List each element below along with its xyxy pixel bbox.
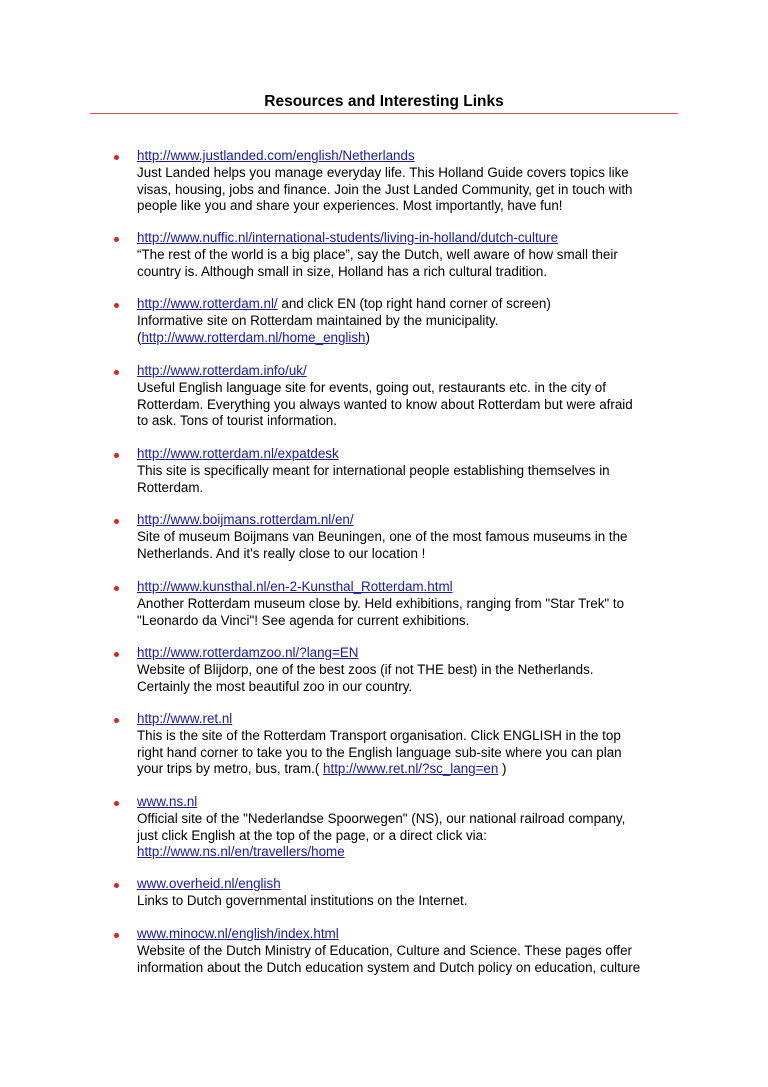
entry-description-line: to ask. Tons of tourist information. bbox=[137, 413, 337, 429]
bullet-icon bbox=[114, 586, 119, 591]
entry-body bbox=[137, 794, 685, 861]
entry-url-line bbox=[137, 446, 685, 463]
entry-description-line: visas, housing, jobs and finance. Join the Just Landed Community, get in touch with bbox=[137, 181, 633, 197]
entry-description-line: information about the Dutch education system and Dutch policy on education, culture bbox=[137, 959, 641, 975]
entry-description-line: This site is specifically meant for international people establishing themselves in bbox=[137, 462, 610, 478]
entry-body bbox=[137, 876, 685, 910]
entry-body bbox=[137, 148, 685, 215]
entry-link[interactable]: www.minocw.nl/english/index.html bbox=[137, 926, 339, 941]
entry-description-line: Official site of the "Nederlandse Spoorwegen" (NS), our national railroad company, bbox=[137, 810, 626, 826]
entry-description-line: This is the site of the Rotterdam Transport organisation. Click ENGLISH in the top bbox=[137, 727, 621, 743]
entry-extra-line bbox=[137, 761, 685, 778]
entry-body bbox=[137, 363, 685, 430]
entry-extra-link[interactable]: http://www.ret.nl/?sc_lang=en bbox=[323, 761, 499, 777]
entry-link[interactable]: http://www.kunsthal.nl/en-2-Kunsthal_Rotterdam.html bbox=[137, 579, 453, 594]
bullet-icon bbox=[114, 801, 119, 806]
entry-link[interactable]: http://www.nuffic.nl/international-students/living-in-holland/dutch-culture bbox=[137, 230, 559, 245]
entry-body bbox=[137, 296, 685, 346]
entry-url-line bbox=[137, 579, 685, 596]
bullet-icon bbox=[114, 453, 119, 458]
entry-body bbox=[137, 512, 685, 562]
entry-extra-link[interactable]: http://www.ns.nl/en/travellers/home bbox=[137, 844, 345, 860]
entry-link[interactable]: www.overheid.nl/english bbox=[137, 876, 281, 891]
entry-description-line: Rotterdam. Everything you always wanted to know about Rotterdam but were afraid bbox=[137, 396, 633, 412]
entry-description-line: Informative site on Rotterdam maintained by the municipality. bbox=[137, 312, 499, 328]
entry-url-line bbox=[137, 363, 685, 380]
bullet-icon bbox=[114, 652, 119, 657]
entry-extra-prefix: ( bbox=[137, 329, 142, 345]
entry-description-line: Links to Dutch governmental institutions on the Internet. bbox=[137, 892, 468, 908]
entry-url-line bbox=[137, 645, 685, 662]
entry-description-line: “The rest of the world is a big place”, say the Dutch, well aware of how small their bbox=[137, 246, 618, 262]
bullet-icon bbox=[114, 883, 119, 888]
bullet-icon bbox=[114, 155, 119, 160]
bullet-icon bbox=[114, 519, 119, 524]
entry-description-line: Site of museum Boijmans van Beuningen, one of the most famous museums in the bbox=[137, 528, 628, 544]
entry-description-line: people like you and share your experiences. Most importantly, have fun! bbox=[137, 198, 563, 214]
bullet-icon bbox=[114, 303, 119, 308]
entry-url-line bbox=[137, 876, 685, 893]
entry-extra-prefix: your trips by metro, bus, tram.( bbox=[137, 761, 324, 777]
entry-link[interactable]: http://www.rotterdam.info/uk/ bbox=[137, 363, 307, 378]
title-underline bbox=[90, 113, 678, 114]
entry-link[interactable]: http://www.rotterdam.nl/expatdesk bbox=[137, 446, 339, 461]
entry-description-line: just click English at the top of the page, or a direct click via: bbox=[137, 827, 487, 843]
entry-extra-line bbox=[137, 330, 685, 347]
entry-url-line bbox=[137, 148, 685, 165]
entry-extra-suffix: ) bbox=[498, 761, 507, 777]
entry-url-line bbox=[137, 794, 685, 811]
entry-url-line bbox=[137, 711, 685, 728]
entry-description-line: Certainly the most beautiful zoo in our country. bbox=[137, 678, 413, 694]
entry-extra-line bbox=[137, 844, 685, 861]
bullet-icon bbox=[114, 933, 119, 938]
entry-url-line bbox=[137, 230, 685, 247]
entry-url-line bbox=[137, 296, 685, 313]
entry-body bbox=[137, 230, 685, 280]
entry-description-line: "Leonardo da Vinci"! See agenda for current exhibitions. bbox=[137, 612, 470, 628]
entry-description-line: Just Landed helps you manage everyday life. This Holland Guide covers topics like bbox=[137, 164, 629, 180]
entry-link[interactable]: http://www.ret.nl bbox=[137, 711, 233, 726]
entry-description-line: Rotterdam. bbox=[137, 479, 204, 495]
entry-description-line: Netherlands. And it's really close to our location ! bbox=[137, 545, 426, 561]
entry-description-line: Website of Blijdorp, one of the best zoos (if not THE best) in the Netherlands. bbox=[137, 661, 594, 677]
entry-description-line: Website of the Dutch Ministry of Education, Culture and Science. These pages offer bbox=[137, 942, 632, 958]
bullet-icon bbox=[114, 718, 119, 723]
entry-link[interactable]: http://www.rotterdamzoo.nl/?lang=EN bbox=[137, 645, 359, 660]
entry-url-line bbox=[137, 926, 685, 943]
entry-extra-suffix: ) bbox=[365, 329, 370, 345]
entry-description-line: country is. Although small in size, Holland has a rich cultural tradition. bbox=[137, 263, 548, 279]
entry-body bbox=[137, 446, 685, 496]
bullet-icon bbox=[114, 237, 119, 242]
bullet-icon bbox=[114, 370, 119, 375]
entry-link[interactable]: www.ns.nl bbox=[137, 794, 198, 809]
entry-link[interactable]: http://www.justlanded.com/english/Netherlands bbox=[137, 148, 415, 163]
entry-url-line bbox=[137, 512, 685, 529]
entry-link[interactable]: http://www.boijmans.rotterdam.nl/en/ bbox=[137, 512, 354, 527]
page-title: Resources and Interesting Links bbox=[264, 93, 504, 110]
entry-body bbox=[137, 645, 685, 695]
entry-body bbox=[137, 711, 685, 778]
entry-link[interactable]: http://www.rotterdam.nl/ bbox=[137, 296, 278, 311]
entry-body bbox=[137, 579, 685, 629]
entry-url-suffix: and click EN (top right hand corner of screen) bbox=[277, 296, 551, 311]
entry-description-line: right hand corner to take you to the English language sub-site where you can plan bbox=[137, 744, 622, 760]
entry-body bbox=[137, 926, 685, 976]
entry-description-line: Useful English language site for events, going out, restaurants etc. in the city of bbox=[137, 379, 606, 395]
entry-description-line: Another Rotterdam museum close by. Held exhibitions, ranging from "Star Trek" to bbox=[137, 595, 625, 611]
entry-extra-link[interactable]: http://www.rotterdam.nl/home_english bbox=[141, 329, 366, 345]
